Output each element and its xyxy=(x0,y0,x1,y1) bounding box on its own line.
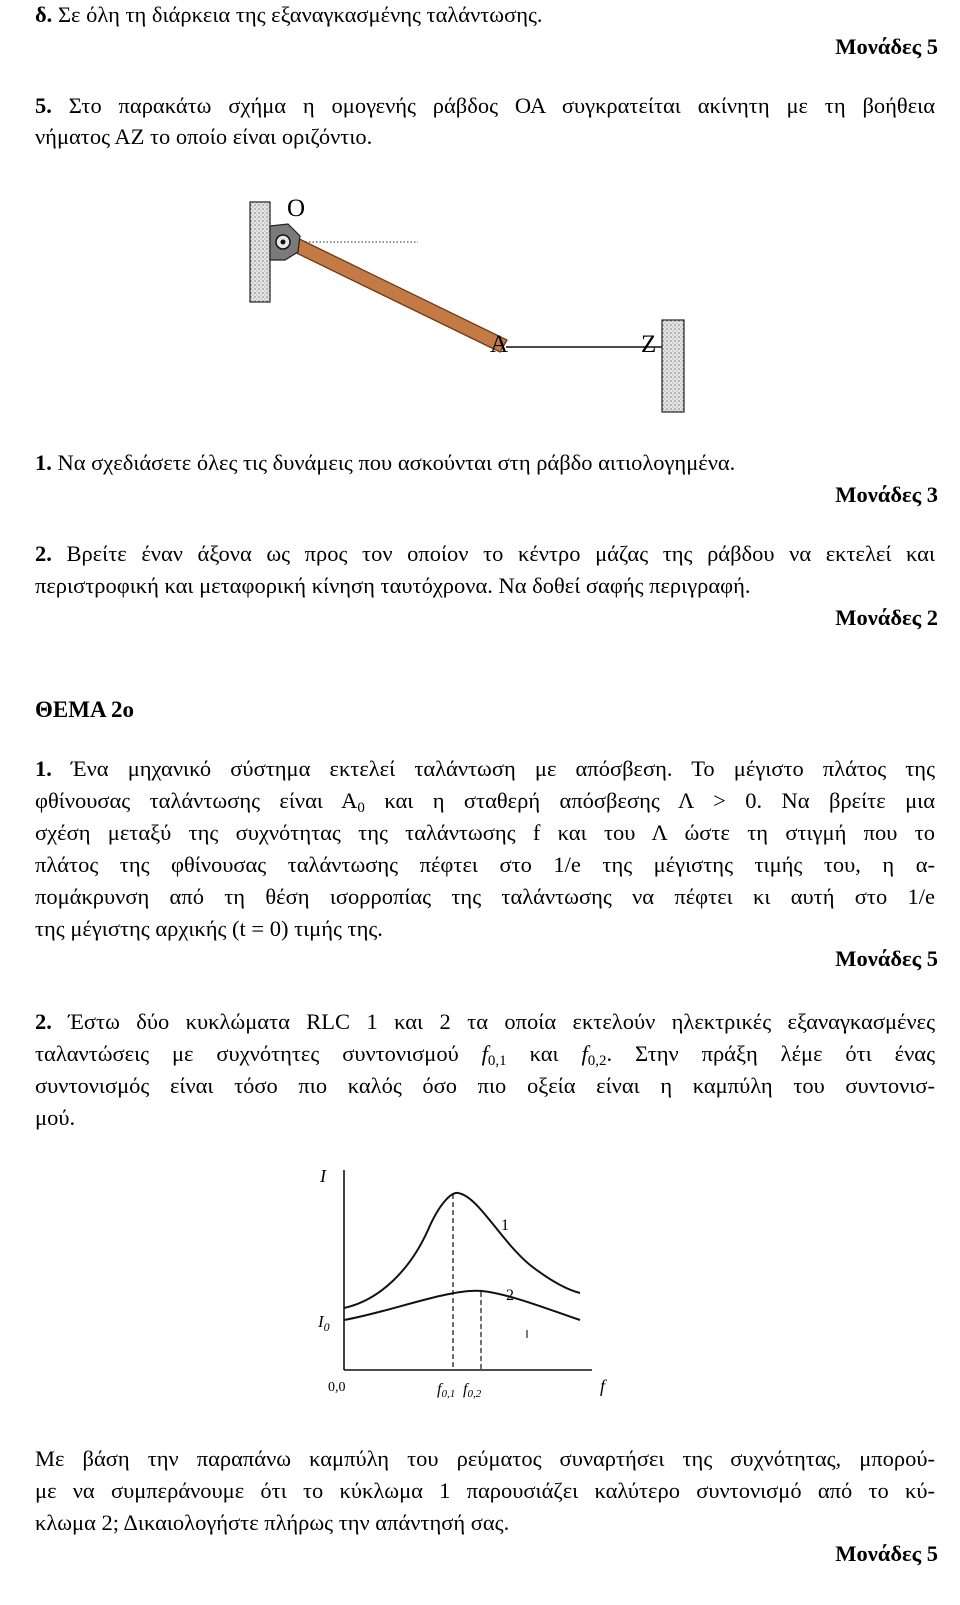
t2-q2-cont-line-1: Με βάση την παραπάνω καμπύλη του ρεύματος συναρτήσει της συχνότητας, μπορού- xyxy=(35,1446,935,1471)
subquestion-number: 2. xyxy=(35,541,52,566)
question-5-line-1 xyxy=(35,95,935,118)
question-text: Στο παρακάτω σχήμα η ομογενής ράβδος ΟΑ συγκρατείται ακίνητη με τη βοήθεια xyxy=(68,93,935,118)
points-label: Μονάδες 3 xyxy=(835,482,938,507)
text-fragment: και η σταθερή απόσβεσης Λ > 0. Να βρείτε μια xyxy=(364,788,936,813)
t2-q2-cont-line-3: κλωμα 2; Δικαιολογήστε πλήρως την απάντησή σας. xyxy=(35,1510,510,1535)
question-number: 5. xyxy=(35,93,52,118)
symbol: f xyxy=(581,1041,588,1066)
subquestion-1 xyxy=(35,452,735,475)
section-heading: ΘΕΜΑ 2ο xyxy=(35,697,135,722)
curve-2 xyxy=(344,1291,580,1320)
text-fragment: και xyxy=(506,1041,582,1066)
question-text: Έστω δύο κυκλώματα RLC 1 και 2 τα οποία εκτελούν ηλεκτρικές εξαναγκασμένες xyxy=(68,1009,935,1034)
t2-q1-line-3: σχέση μεταξύ της συχνότητας της ταλάντωσης f και του Λ ώστε τη στιγμή που το xyxy=(35,820,935,845)
y-axis-label: I xyxy=(320,1166,326,1186)
t2-q1-line-2 xyxy=(35,788,936,816)
subquestion-number: 1. xyxy=(35,450,52,475)
t2-q1-line-6: της μέγιστης αρχικής (t = 0) τιμής της. xyxy=(35,916,383,941)
symbol: f xyxy=(481,1041,488,1066)
points-label: Μονάδες 5 xyxy=(835,946,938,971)
left-wall xyxy=(250,202,270,302)
question-number: 1. xyxy=(35,756,52,781)
points-label: Μονάδες 5 xyxy=(835,34,938,59)
t2-q1-line-4: πλάτος της φθίνουσας ταλάντωσης πέφτει στο 1/e της μέγιστης τιμής του, η α- xyxy=(35,852,935,877)
t2-q2-line-4: μού. xyxy=(35,1105,76,1130)
text-fragment: ταλαντώσεις με συχνότητες συντονισμού xyxy=(35,1041,482,1066)
x-axis-label: f xyxy=(600,1376,606,1396)
question-text: Ένα μηχανικό σύστημα εκτελεί ταλάντωση με απόσβεση. Το μέγιστο πλάτος της xyxy=(71,756,935,781)
text-fragment: φθίνουσας ταλάντωσης είναι Α xyxy=(35,788,358,813)
question-number: 2. xyxy=(35,1009,52,1034)
question-4-delta xyxy=(35,4,543,27)
t2-q1-line-1 xyxy=(35,758,935,781)
t2-q2-line-1 xyxy=(35,1011,935,1034)
subscript: 0,2 xyxy=(587,1053,607,1069)
t2-q2-line-3: συντονισμός είναι τόσο πιο καλός όσο πιο οξεία είναι η καμπύλη του συντονισ- xyxy=(35,1073,935,1098)
f01-label: f0,1 xyxy=(437,1381,456,1400)
points-label: Μονάδες 5 xyxy=(835,1541,938,1566)
origin-label: 0,0 xyxy=(328,1380,346,1395)
label-o: O xyxy=(287,195,306,222)
subscript: 0,1 xyxy=(487,1053,507,1069)
resonance-curves-figure xyxy=(300,1160,630,1410)
label-a: A xyxy=(490,331,509,358)
f02-label: f0,2 xyxy=(463,1381,482,1400)
subquestion-text: Να σχεδιάσετε όλες τις δυνάμεις που ασκούνται στη ράβδο αιτιολογημένα. xyxy=(57,450,736,475)
t2-q2-cont-line-2: με να συμπεράνουμε ότι το κύκλωμα 1 παρουσιάζει καλύτερο συντονισμό από το κύ- xyxy=(35,1478,935,1503)
curve-1-label: 1 xyxy=(501,1217,509,1234)
t2-q1-line-5: πομάκρυνση από τη θέση ισορροπίας της ταλάντωσης να πέφτει κι αυτή στο 1/e xyxy=(35,884,935,909)
subquestion-2-line-1 xyxy=(35,543,935,566)
item-text: Σε όλη τη διάρκεια της εξαναγκασμένης ταλάντωσης. xyxy=(57,2,543,27)
subquestion-2-line-2: περιστροφική και μεταφορική κίνηση ταυτόχρονα. Να δοθεί σαφής περιγραφή. xyxy=(35,573,751,598)
rod-figure xyxy=(230,180,710,420)
right-wall xyxy=(662,320,684,412)
item-label: δ. xyxy=(35,2,53,27)
text-fragment: . Στην πράξη λέμε ότι ένας xyxy=(606,1041,935,1066)
t2-q2-line-2 xyxy=(35,1041,935,1069)
subquestion-text: Βρείτε έναν άξονα ως προς τον οποίον το κέντρο μάζας της ράβδου να εκτελεί και xyxy=(66,541,936,566)
subscript: 0 xyxy=(357,800,365,816)
i0-label: $I_0$ xyxy=(318,1312,330,1334)
points-label: Μονάδες 2 xyxy=(835,605,938,630)
rod xyxy=(278,232,507,352)
curve-2-label: 2 xyxy=(506,1287,514,1304)
curve-1 xyxy=(344,1193,580,1308)
label-z: Z xyxy=(641,331,657,358)
question-5-line-2: νήματος ΑΖ το οποίο είναι οριζόντιο. xyxy=(35,124,373,149)
